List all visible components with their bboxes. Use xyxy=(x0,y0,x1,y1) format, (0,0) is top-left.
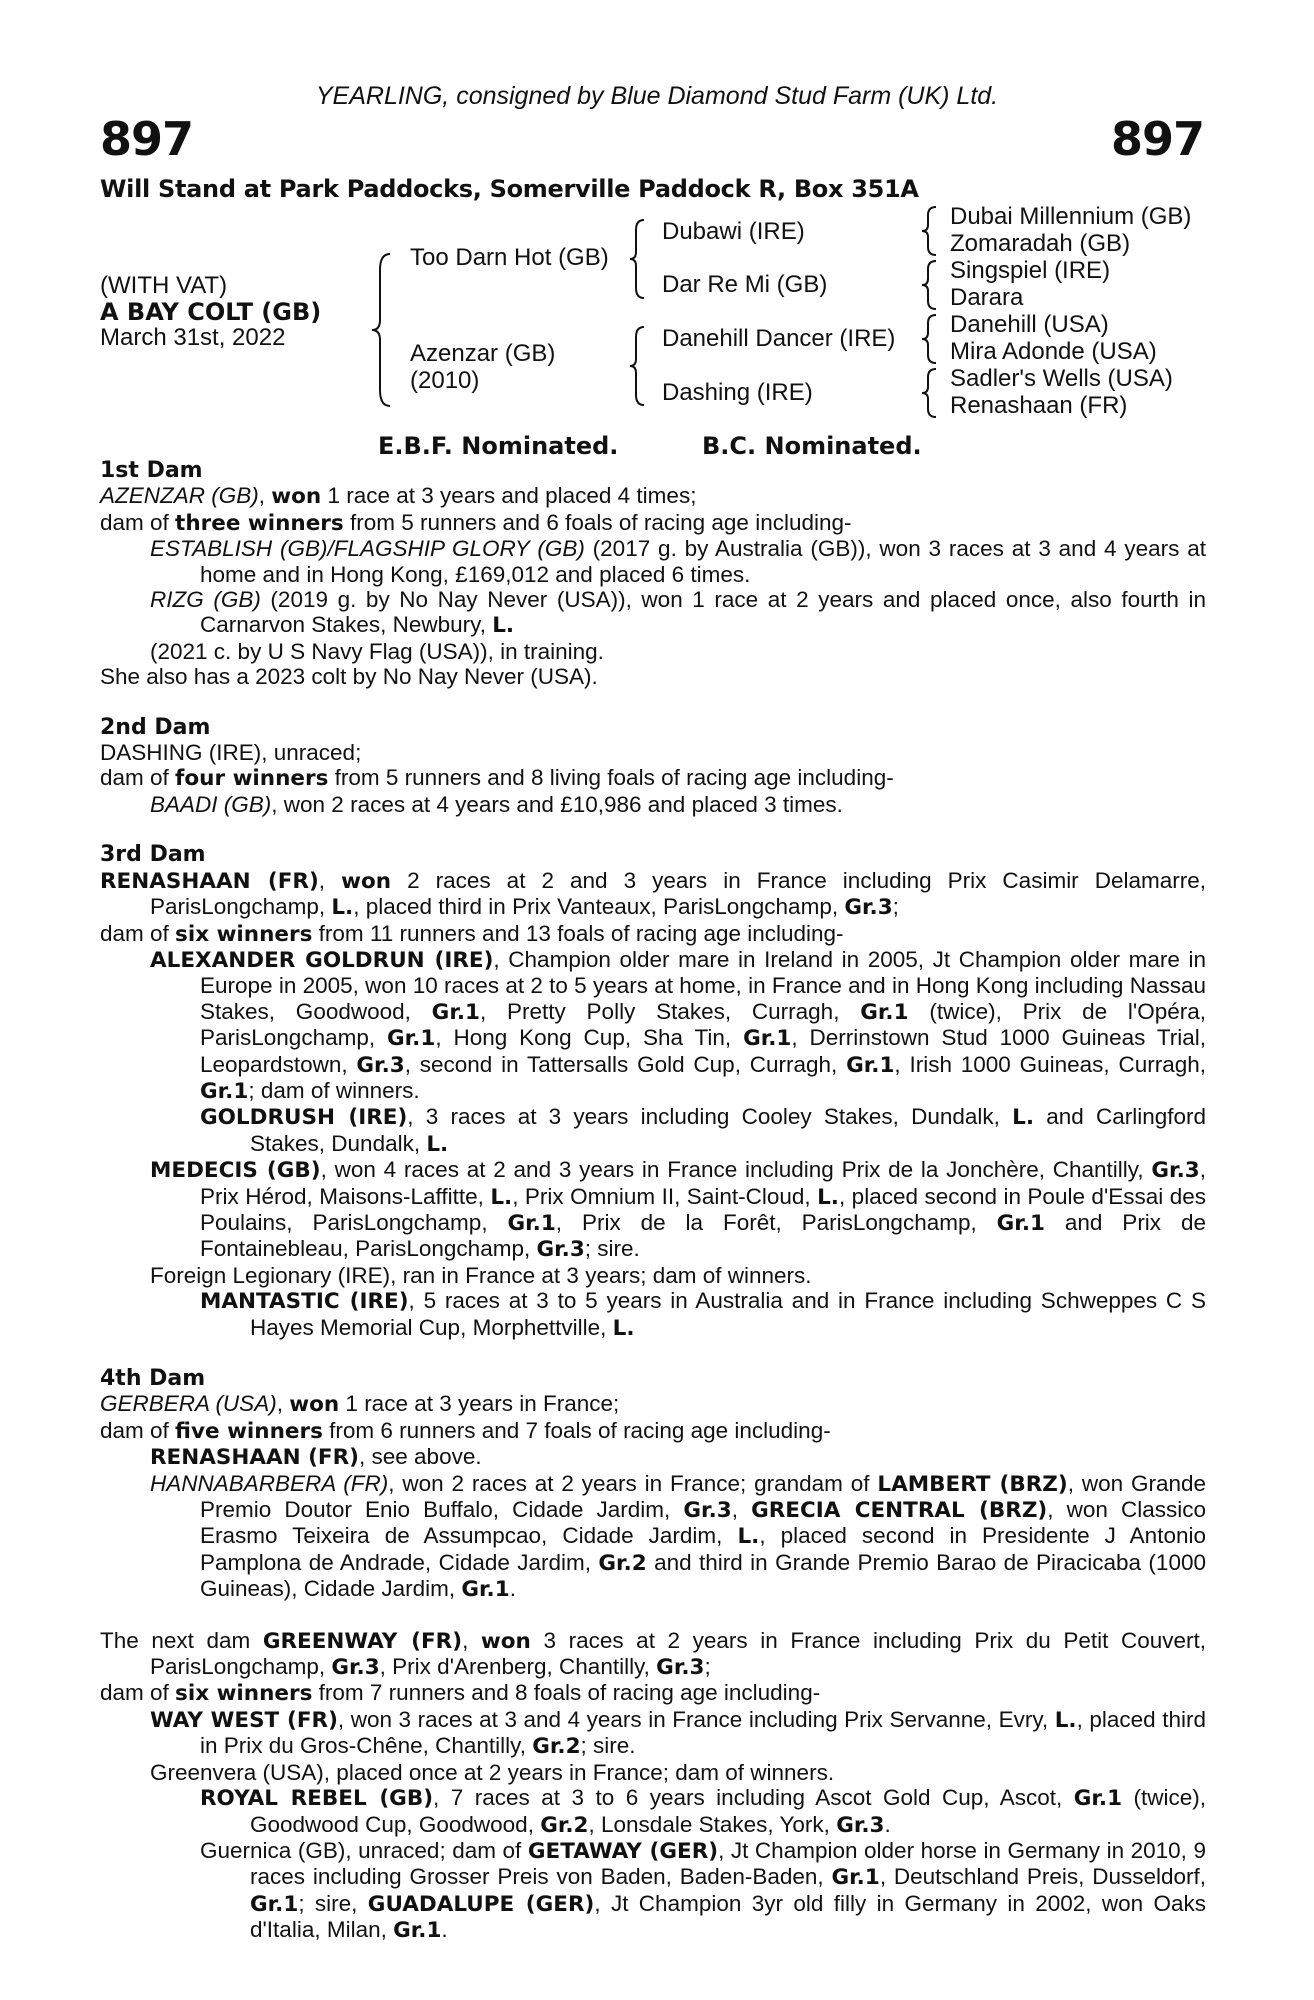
sire: Too Darn Hot (GB) xyxy=(410,244,609,271)
fourth-dam-produce: dam of five winners from 6 runners and 7 foals of racing age including- xyxy=(100,1417,831,1444)
ancestor-5: Danehill (USA) xyxy=(950,311,1109,338)
produce-alexander-goldrun: ALEXANDER GOLDRUN (IRE), Champion older mare in Ireland in 2005, Jt Champion older mare in Europe in 2005, won 10 races at 2 to 5 years at home, in France and in Hong Kong including Nassau Stakes, Goodwood, Gr.1, Pretty Polly Stakes, Curragh, Gr.1 (twice), Prix de l'Opéra, ParisLongchamp, Gr.1, Hong Kong Cup, Sha Tin, Gr.1, Derrinstown Stud 1000 Guineas Trial, Leopardstown, Gr.3, second in Tattersalls Gold Cup, Curragh, Gr.1, Irish 1000 Guineas, Curragh, Gr.1; dam of winners. xyxy=(150,946,1207,1104)
sire-dam: Dar Re Mi (GB) xyxy=(662,271,828,298)
brace-g2 xyxy=(918,259,942,311)
vat-note: (WITH VAT) xyxy=(100,272,228,299)
brace-g4 xyxy=(918,367,942,419)
sire-sire: Dubawi (IRE) xyxy=(662,218,805,245)
second-dam-record: DASHING (IRE), unraced; xyxy=(100,740,362,766)
second-dam-heading: 2nd Dam xyxy=(100,714,211,740)
third-dam-produce: dam of six winners from 11 runners and 13 foals of racing age including- xyxy=(100,920,844,947)
produce-rizg: RIZG (GB) (2019 g. by No Nay Never (USA)), won 1 race at 2 years and placed once, also fourth in Carnarvon Stakes, Newbury, L. xyxy=(150,587,1206,639)
produce-foreign-legionary: Foreign Legionary (IRE), ran in France at 3 years; dam of winners. xyxy=(150,1262,812,1288)
ancestor-1: Dubai Millennium (GB) xyxy=(950,203,1192,230)
ancestor-7: Sadler's Wells (USA) xyxy=(950,365,1173,392)
brace-g3 xyxy=(918,313,942,365)
dam-year: (2010) xyxy=(410,367,480,394)
third-dam-record: RENASHAAN (FR), won 2 races at 2 and 3 years in France including Prix Casimir Delamarre, ParisLongchamp, L., placed third in Prix Vanteaux, ParisLongchamp, Gr.3; xyxy=(100,867,1206,921)
dam-sire: Danehill Dancer (IRE) xyxy=(662,325,896,352)
next-dam-record: The next dam GREENWAY (FR), won 3 races at 2 years in France including Prix du Petit Couvert, ParisLongchamp, Gr.3, Prix d'Arenberg, Chantilly, Gr.3; xyxy=(100,1627,1207,1681)
first-dam-record: AZENZAR (GB), won 1 race at 3 years and placed 4 times; xyxy=(100,483,697,510)
next-dam-produce: dam of six winners from 7 runners and 8 foals of racing age including- xyxy=(100,1680,821,1707)
fourth-dam-heading: 4th Dam xyxy=(100,1366,206,1391)
produce-greenvera: Greenvera (USA), placed once at 2 years in France; dam of winners. xyxy=(150,1759,835,1785)
produce-record xyxy=(100,458,1206,1944)
produce-guernica: Guernica (GB), unraced; dam of GETAWAY (GER), Jt Champion older horse in Germany in 2010, 9 races including Grosser Preis von Baden, Baden-Baden, Gr.1, Deutschland Preis, Dusseldorf, Gr.1; sire, GUADALUPE (GER), Jt Champion 3yr old filly in Germany in 2002, won Oaks d'Italia, Milan, Gr.1. xyxy=(200,1837,1207,1944)
produce-royal-rebel: ROYAL REBEL (GB), 7 races at 3 to 6 years including Ascot Gold Cup, Ascot, Gr.1 (twice), Goodwood Cup, Goodwood, Gr.2, Lonsdale Stakes, York, Gr.3. xyxy=(200,1785,1207,1838)
produce-medecis: MEDECIS (GB), won 4 races at 2 and 3 years in France including Prix de la Jonchère, Chantilly, Gr.3, Prix Hérod, Maisons-Laffitte, L., Prix Omnium II, Saint-Cloud, L., placed second in Poule d'Essai des Poulains, ParisLongchamp, Gr.1, Prix de la Forêt, ParisLongchamp, Gr.1 and Prix de Fontainebleau, ParisLongchamp, Gr.3; sire. xyxy=(150,1157,1206,1263)
produce-mantastic: MANTASTIC (IRE), 5 races at 3 to 5 years in Australia and in France including Schweppes C S Hayes Memorial Cup, Morphettville, L. xyxy=(200,1288,1206,1341)
bc-nomination: B.C. Nominated. xyxy=(702,432,922,460)
consignor-line: YEARLING, consigned by Blue Diamond Stud Farm (UK) Ltd. xyxy=(315,82,999,110)
produce-2023-colt: She also has a 2023 colt by No Nay Never (USA). xyxy=(100,664,598,690)
fourth-dam-record: GERBERA (USA), won 1 race at 3 years in France; xyxy=(100,1391,620,1418)
horse-name: A BAY COLT (GB) xyxy=(100,298,322,326)
second-dam-produce: dam of four winners from 5 runners and 8 living foals of racing age including- xyxy=(100,765,894,792)
lot-number-left: 897 xyxy=(100,112,194,166)
produce-hannabarbera: HANNABARBERA (FR), won 2 races at 2 years in France; grandam of LAMBERT (BRZ), won Grande Premio Doutor Enio Buffalo, Cidade Jardim, Gr.3, GRECIA CENTRAL (BRZ), won Classico Erasmo Teixeira de Assumpcao, Cidade Jardim, L., placed second in Presidente J Antonio Pamplona de Andrade, Cidade Jardim, Gr.2 and third in Grande Premio Barao de Piracicaba (1000 Guineas), Cidade Jardim, Gr.1. xyxy=(150,1470,1207,1603)
brace-sire xyxy=(626,218,650,300)
ancestor-4: Darara xyxy=(950,284,1024,311)
dam: Azenzar (GB) xyxy=(410,340,556,367)
ebf-nomination: E.B.F. Nominated. xyxy=(378,432,619,460)
produce-baadi: BAADI (GB), won 2 races at 4 years and £10,986 and placed 3 times. xyxy=(150,791,843,817)
produce-establish: ESTABLISH (GB)/FLAGSHIP GLORY (GB) (2017 g. by Australia (GB)), won 3 races at 3 and 4 years at home and in Hong Kong, £169,012 and placed 6 times. xyxy=(150,536,1207,587)
third-dam-heading: 3rd Dam xyxy=(100,842,206,868)
foaling-date: March 31st, 2022 xyxy=(100,324,286,351)
brace-main xyxy=(368,250,398,410)
ancestor-2: Zomaradah (GB) xyxy=(950,230,1131,257)
first-dam-heading: 1st Dam xyxy=(100,458,203,483)
produce-2021-colt: (2021 c. by U S Navy Flag (USA)), in training. xyxy=(150,638,604,664)
ancestor-3: Singspiel (IRE) xyxy=(950,257,1111,284)
produce-way-west: WAY WEST (FR), won 3 races at 3 and 4 years in France including Prix Servanne, Evry, L., placed third in Prix du Gros-Chêne, Chantilly, Gr.2; sire. xyxy=(150,1706,1207,1760)
ancestor-8: Renashaan (FR) xyxy=(950,392,1128,419)
brace-g1 xyxy=(918,205,942,257)
produce-goldrush: GOLDRUSH (IRE), 3 races at 3 years including Cooley Stakes, Dundalk, L. and Carlingford Stakes, Dundalk, L. xyxy=(200,1104,1206,1157)
lot-number-right: 897 xyxy=(1110,112,1204,166)
stand-location: Will Stand at Park Paddocks, Somerville Paddock R, Box 351A xyxy=(100,175,919,203)
first-dam-produce: dam of three winners from 5 runners and 6 foals of racing age including- xyxy=(100,509,852,536)
dam-dam: Dashing (IRE) xyxy=(662,379,813,406)
ancestor-6: Mira Adonde (USA) xyxy=(950,338,1157,365)
produce-renashaan: RENASHAAN (FR), see above. xyxy=(150,1444,482,1471)
brace-dam xyxy=(626,325,650,407)
